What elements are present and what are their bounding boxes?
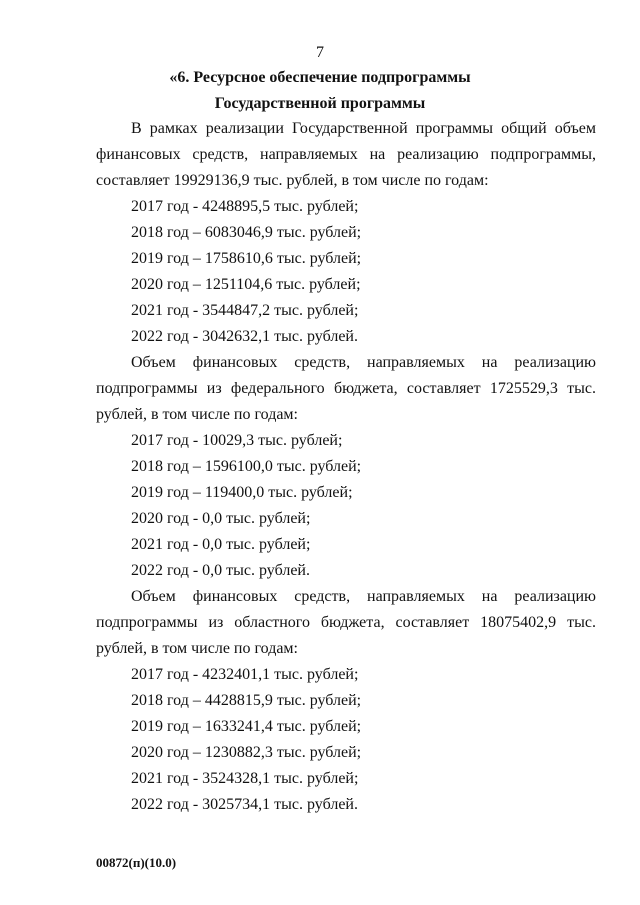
year-line: 2019 год – 1633241,4 тыс. рублей; xyxy=(131,718,362,735)
year-line: 2017 год - 10029,3 тыс. рублей; xyxy=(131,432,343,449)
section-heading-line-1: «6. Ресурсное обеспечение подпрограммы xyxy=(169,69,471,86)
regional-budget-paragraph: Объем финансовых средств, направляемых на реализацию подпрограммы из областного бюджета, составляет 18075402,9 тыс. рублей, в том числе по годам: xyxy=(96,588,596,657)
year-line: 2019 год – 1758610,6 тыс. рублей; xyxy=(131,250,362,267)
year-line: 2018 год – 1596100,0 тыс. рублей; xyxy=(131,458,362,475)
total-funding-block xyxy=(96,116,596,350)
year-line: 2019 год – 119400,0 тыс. рублей; xyxy=(131,484,353,501)
year-line: 2021 год - 3544847,2 тыс. рублей; xyxy=(131,302,359,319)
year-line: 2021 год - 3524328,1 тыс. рублей; xyxy=(131,770,359,787)
year-line: 2018 год – 6083046,9 тыс. рублей; xyxy=(131,224,362,241)
year-line: 2022 год - 0,0 тыс. рублей. xyxy=(131,562,310,579)
regional-budget-block xyxy=(96,584,596,818)
total-funding-paragraph: В рамках реализации Государственной программы общий объем финансовых средств, направляемых на реализацию подпрограммы, составляет 19929136,9 тыс. рублей, в том числе по годам: xyxy=(96,120,596,189)
year-line: 2021 год - 0,0 тыс. рублей; xyxy=(131,536,311,553)
section-heading-line-2: Государственной программы xyxy=(214,95,426,112)
year-line: 2020 год - 0,0 тыс. рублей; xyxy=(131,510,311,527)
year-line: 2017 год - 4232401,1 тыс. рублей; xyxy=(131,666,359,683)
year-line: 2022 год - 3025734,1 тыс. рублей. xyxy=(131,796,358,813)
year-line: 2018 год – 4428815,9 тыс. рублей; xyxy=(131,692,362,709)
year-line: 2020 год – 1251104,6 тыс. рублей; xyxy=(131,276,361,293)
federal-budget-block xyxy=(96,350,596,584)
year-line: 2020 год – 1230882,3 тыс. рублей; xyxy=(131,744,362,761)
year-line: 2022 год - 3042632,1 тыс. рублей. xyxy=(131,328,358,345)
page-number: 7 xyxy=(316,44,324,61)
document-code: 00872(п)(10.0) xyxy=(96,855,177,870)
federal-budget-paragraph: Объем финансовых средств, направляемых на реализацию подпрограммы из федерального бюджета, составляет 1725529,3 тыс. рублей, в том числе по годам: xyxy=(96,354,596,423)
year-line: 2017 год - 4248895,5 тыс. рублей; xyxy=(131,198,359,215)
